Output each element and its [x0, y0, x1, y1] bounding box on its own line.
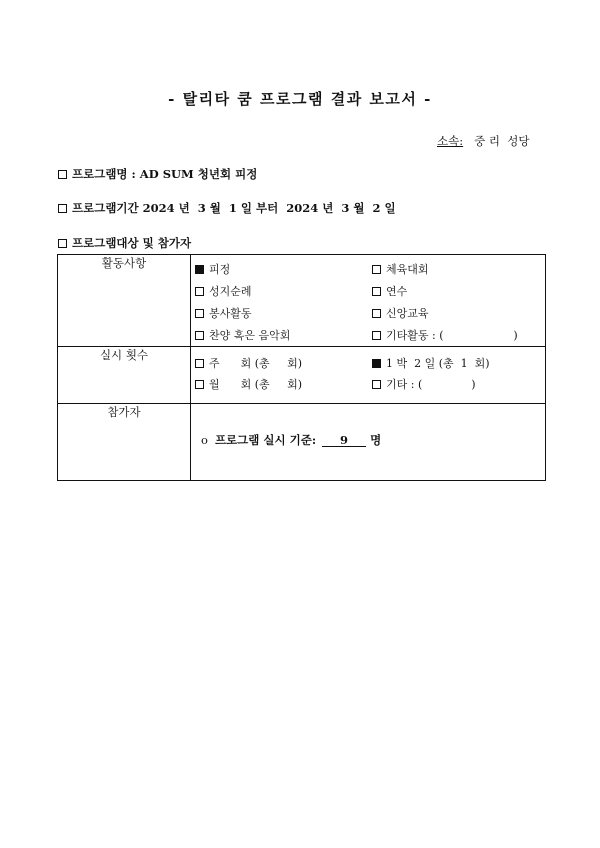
circle-bullet: o — [201, 433, 208, 447]
option-sports-day-label: 체육대회 — [386, 263, 429, 276]
participants-row — [58, 404, 546, 481]
checkbox-sports-day[interactable] — [372, 265, 381, 274]
checkbox-volunteer[interactable] — [195, 309, 204, 318]
option-training-label: 연수 — [386, 285, 408, 298]
checkbox-program-name[interactable] — [58, 170, 67, 179]
program-target-heading — [58, 235, 191, 251]
report-title: - 탈리타 쿰 프로그램 결과 보고서 - — [168, 90, 432, 108]
option-faith-education[interactable] — [372, 305, 429, 321]
frequency-label: 실시 횟수 — [58, 347, 191, 404]
participants-label: 참가자 — [58, 404, 191, 481]
checkbox-praise-concert[interactable] — [195, 331, 204, 340]
checkbox-training[interactable] — [372, 287, 381, 296]
participant-count-unit: 명 — [370, 433, 382, 447]
activities-options-cell — [191, 255, 546, 347]
participant-count-label: 프로그램 실시 기준: — [214, 433, 317, 447]
affiliation — [437, 133, 529, 149]
option-volunteer-label: 봉사활동 — [209, 307, 252, 320]
option-retreat-label: 피정 — [209, 263, 231, 276]
checkbox-program-period[interactable] — [58, 204, 67, 213]
option-overnight-label: 1 박 2 일 (총 1 회) — [386, 357, 490, 370]
checkbox-retreat[interactable] — [195, 265, 204, 274]
participant-count-value[interactable]: 9 — [322, 434, 366, 447]
participants-cell — [191, 404, 546, 481]
checkbox-other-activity[interactable] — [372, 331, 381, 340]
option-monthly-label: 월 회 (총 회) — [209, 378, 303, 391]
checkbox-program-target[interactable] — [58, 239, 67, 248]
participant-count-line — [201, 432, 381, 448]
option-weekly-label: 주 회 (총 회) — [209, 357, 303, 370]
checkbox-other-frequency[interactable] — [372, 380, 381, 389]
program-name-heading — [58, 166, 257, 182]
affiliation-label: 소속: — [437, 134, 464, 148]
option-volunteer[interactable] — [195, 305, 252, 321]
option-weekly[interactable] — [195, 355, 302, 371]
checkbox-monthly[interactable] — [195, 380, 204, 389]
option-praise-concert-label: 찬양 혹은 음악회 — [209, 329, 291, 342]
affiliation-value: 중 리 성당 — [474, 134, 530, 148]
frequency-row — [58, 347, 546, 404]
option-praise-concert[interactable] — [195, 327, 290, 343]
option-overnight[interactable] — [372, 355, 490, 371]
option-faith-education-label: 신앙교육 — [386, 307, 429, 320]
program-period-text: 프로그램기간 2024 년 3 월 1 일 부터 2024 년 3 월 2 일 — [72, 201, 396, 215]
checkbox-pilgrimage[interactable] — [195, 287, 204, 296]
option-other-activity[interactable] — [372, 327, 518, 343]
option-pilgrimage-label: 성지순례 — [209, 285, 252, 298]
option-other-frequency-label: 기타 : ( ) — [386, 378, 476, 391]
checkbox-weekly[interactable] — [195, 359, 204, 368]
option-monthly[interactable] — [195, 376, 302, 392]
option-retreat[interactable] — [195, 261, 230, 277]
activities-label: 활동사항 — [58, 255, 191, 347]
option-other-frequency[interactable] — [372, 376, 476, 392]
checkbox-overnight[interactable] — [372, 359, 381, 368]
checkbox-faith-education[interactable] — [372, 309, 381, 318]
option-training[interactable] — [372, 283, 407, 299]
program-period-heading — [58, 200, 396, 216]
option-other-activity-label: 기타활동 : ( ) — [386, 329, 518, 342]
activities-row — [58, 255, 546, 347]
option-pilgrimage[interactable] — [195, 283, 252, 299]
option-sports-day[interactable] — [372, 261, 429, 277]
program-target-text: 프로그램대상 및 참가자 — [72, 236, 192, 250]
frequency-options-cell — [191, 347, 546, 404]
program-details-table — [57, 254, 546, 481]
program-name-text: 프로그램명 : AD SUM 청년회 피정 — [72, 167, 258, 181]
